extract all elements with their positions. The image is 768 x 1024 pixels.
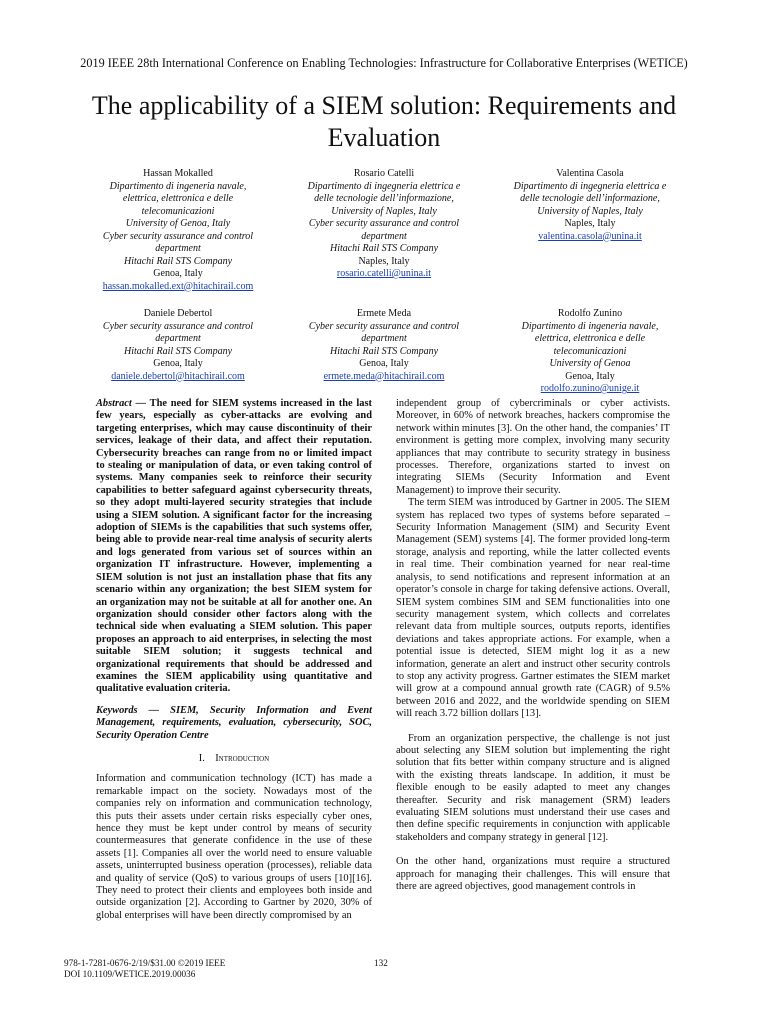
right-column [396,398,670,893]
affiliation-line: Genoa, Italy [359,358,409,369]
affiliation-line: Dipartimento di ingeneria navale, [109,180,247,192]
affiliation-line: Hitachi Rail STS Company [123,345,233,357]
affiliation-line: Cyber security assurance and control [102,230,254,242]
footer-doi: DOI 10.1109/WETICE.2019.00036 [64,969,196,979]
affiliation-line: Dipartimento di ingegneria elettrica e [513,180,667,192]
section-number: I. [198,752,205,764]
author-name: Hassan Mokalled [143,168,213,179]
affiliation-line: Hitachi Rail STS Company [329,345,439,357]
abstract [96,398,372,696]
section-heading [96,753,372,765]
author-block [274,168,494,281]
affiliation-line: department [155,333,201,344]
affiliation-line: University of Naples, Italy [537,205,643,217]
author-affiliation [480,321,700,384]
author-affiliation [274,321,494,371]
affiliation-line: Hitachi Rail STS Company [123,255,233,267]
author-email-link[interactable]: ermete.meda@hitachirail.com [323,370,445,382]
affiliation-line: Naples, Italy [358,255,410,267]
affiliation-line: University of Naples, Italy [331,205,437,217]
author-name: Ermete Meda [356,308,412,319]
affiliation-line: department [155,243,201,254]
affiliation-line: University of Genoa [549,358,631,369]
footer-ids [64,958,225,980]
author-email-link[interactable]: rodolfo.zunino@unige.it [540,383,640,394]
affiliation-line: Genoa, Italy [565,370,615,382]
affiliation-line: Cyber security assurance and control [308,218,460,229]
section-title: Introduction [215,752,270,764]
author-email-link[interactable]: valentina.casola@unina.it [538,230,642,242]
body-paragraph: From an organization perspective, the challenge is not just about selecting any SIEM solution but implementing the right solution that fits better within company structure and is aligned with the existing threats landscape. In addition, it must be flexible enough to be easily adapted to meet any changes thereafter. Security and risk management (SRM) leaders evaluating SIEM solutions must understand their use cases and then define specific requirements in conjunction with applicable stakeholders and company strategy in general [12]. [396,732,670,843]
keywords: Keywords — SIEM, Security Information and Event Management, requirements, evaluation, cybersecurity, SOC, Security Operation Centre [96,704,372,741]
affiliation-line: Genoa, Italy [153,268,203,279]
affiliation-line: department [361,230,407,242]
author-affiliation [68,181,288,281]
author-affiliation [68,321,288,371]
author-affiliation [274,181,494,269]
author-name: Valentina Casola [556,168,624,179]
affiliation-line: telecomunicazioni [141,205,215,217]
body-paragraph: On the other hand, organizations must require a structured approach for managing their challenges. This will ensure that there are agreed objectives, good management controls in [396,856,670,893]
left-column [96,398,372,922]
affiliation-line: elettrica, elettronica e delle [534,333,646,344]
footer-isbn: 978-1-7281-0676-2/19/$31.00 ©2019 IEEE [64,958,226,968]
author-email-link[interactable]: rosario.catelli@unina.it [336,268,432,279]
abstract-text: The need for SIEM systems increased in the last few years, especially as cyber-attacks are evolving and targeting enterprises, which may cause discontinuity of their services, leakage of their data, and affect their reputation. Cybersecurity breaches can range from no or limited impact to stealing or manipulation of data, or even taking control of systems. Many companies seek to reinforce their security capabilities to better safeguard against cybersecurity threats, so they adopt multi-layered security strategies that include using a SIEM solution. A significant factor for the increasing adoption of SIEMs is the capabilities that such systems offer, being able to provide near-real time analysis of security alerts and logs generated from various set of sources within an organization IT infrastructure. However, implementing a SIEM solution is not just an installation phase that fits any scenario within any organization; the best SIEM system for an organization may not be suitable at all for another one. An organization should consider other factors along with the technical side when evaluating a SIEM solution. This paper proposes an approach to aid enterprises, in selecting the most suitable SIEM solution; it suggests technical and organizational requirements that should be addressed and examines the SIEM applicability using quantitative and qualitative evaluation criteria. [96,398,372,695]
author-block [480,168,700,243]
author-email-link[interactable]: hassan.mokalled.ext@hitachirail.com [102,280,254,292]
affiliation-line: department [361,333,407,344]
intro-paragraph: Information and communication technology (ICT) has made a remarkable impact on the society. Nowadays most of the companies rely on information and communication technology, this puts their assets under certain risks especially cyber ones, hence they must be kept under control by means of security countermeasures that generate confidence in the use of these assets [1]. Companies all over the world need to ensure valuable assets, uninterrupted business operation (processes), reliable data and quality of service (QoS) to various groups of users [10][16]. They need to protect their clients and employees both inside and outside organization [2]. According to Gartner by 2020, 30% of global enterprises will have been directly compromised by an [96,773,372,921]
affiliation-line: telecomunicazioni [553,345,627,357]
author-name: Daniele Debertol [143,308,213,319]
conference-header: 2019 IEEE 28th International Conference on Enabling Technologies: Infrastructure for Collaborative Enterprises (WETICE) [80,56,688,70]
paper-title: The applicability of a SIEM solution: Requirements and Evaluation [91,91,677,152]
body-paragraph: The term SIEM was introduced by Gartner in 2005. The SIEM system has replaced two types of systems before separated – Security Information Management (SIM) and Security Event Management (SEM) systems [4]. The former provided long-term storage, analysis and reporting, while the latter collected events in real time. Their combination yearned for near real-time analysis, to send notifications and represent information at an operator’s console in charge for taking defensive actions. Overall, SIEM system combines SIM and SEM functionalities into one security management system, which collects and correlates relevant data from multiple sources, outputs reports, identifies deviations and takes appropriate actions. For example, when a potential issue is detected, SIEM might log it as a new information, generate an alert and instruct other security controls to stop any activity progress. Gartner estimates the SIEM market will grow at a compound annual growth rate (CAGR) of 9.5% between 2016 and 2022, and the worldwide spending on SIEM will reach 3.72 billion dollars [13]. [396,497,670,720]
affiliation-line: Naples, Italy [564,218,616,229]
author-block [274,308,494,383]
affiliation-line: elettrica, elettronica e delle [122,193,234,204]
abstract-label: Abstract — [96,398,146,409]
affiliation-line: delle tecnologie dell’informazione, [520,193,660,204]
affiliation-line: Cyber security assurance and control [308,320,460,332]
affiliation-line: Dipartimento di ingeneria navale, [521,320,659,332]
affiliation-line: Dipartimento di ingegneria elettrica e [307,180,461,192]
author-affiliation [480,181,700,231]
affiliation-line: Cyber security assurance and control [102,320,254,332]
body-paragraph: independent group of cybercriminals or cyber activists. Moreover, in 60% of network breaches, hackers compromise the network within minutes [3]. On the other hand, the companies’ IT environment is getting more complex, involving many security appliances that may contribute to security strategy in business processes. Therefore, organizations started to invest on integrating SIEMs (Security Information and Event Management) to improve their security. [396,398,670,496]
page-number: 132 [374,958,388,968]
affiliation-line: delle tecnologie dell’informazione, [314,193,454,204]
affiliation-line: Hitachi Rail STS Company [329,243,439,254]
author-block [480,308,700,396]
author-name: Rosario Catelli [353,168,415,179]
author-name: Rodolfo Zunino [557,308,623,319]
affiliation-line: University of Genoa, Italy [125,218,231,229]
affiliation-line: Genoa, Italy [153,358,203,369]
author-email-link[interactable]: daniele.debertol@hitachirail.com [111,370,245,382]
author-block [68,168,288,293]
author-block [68,308,288,383]
